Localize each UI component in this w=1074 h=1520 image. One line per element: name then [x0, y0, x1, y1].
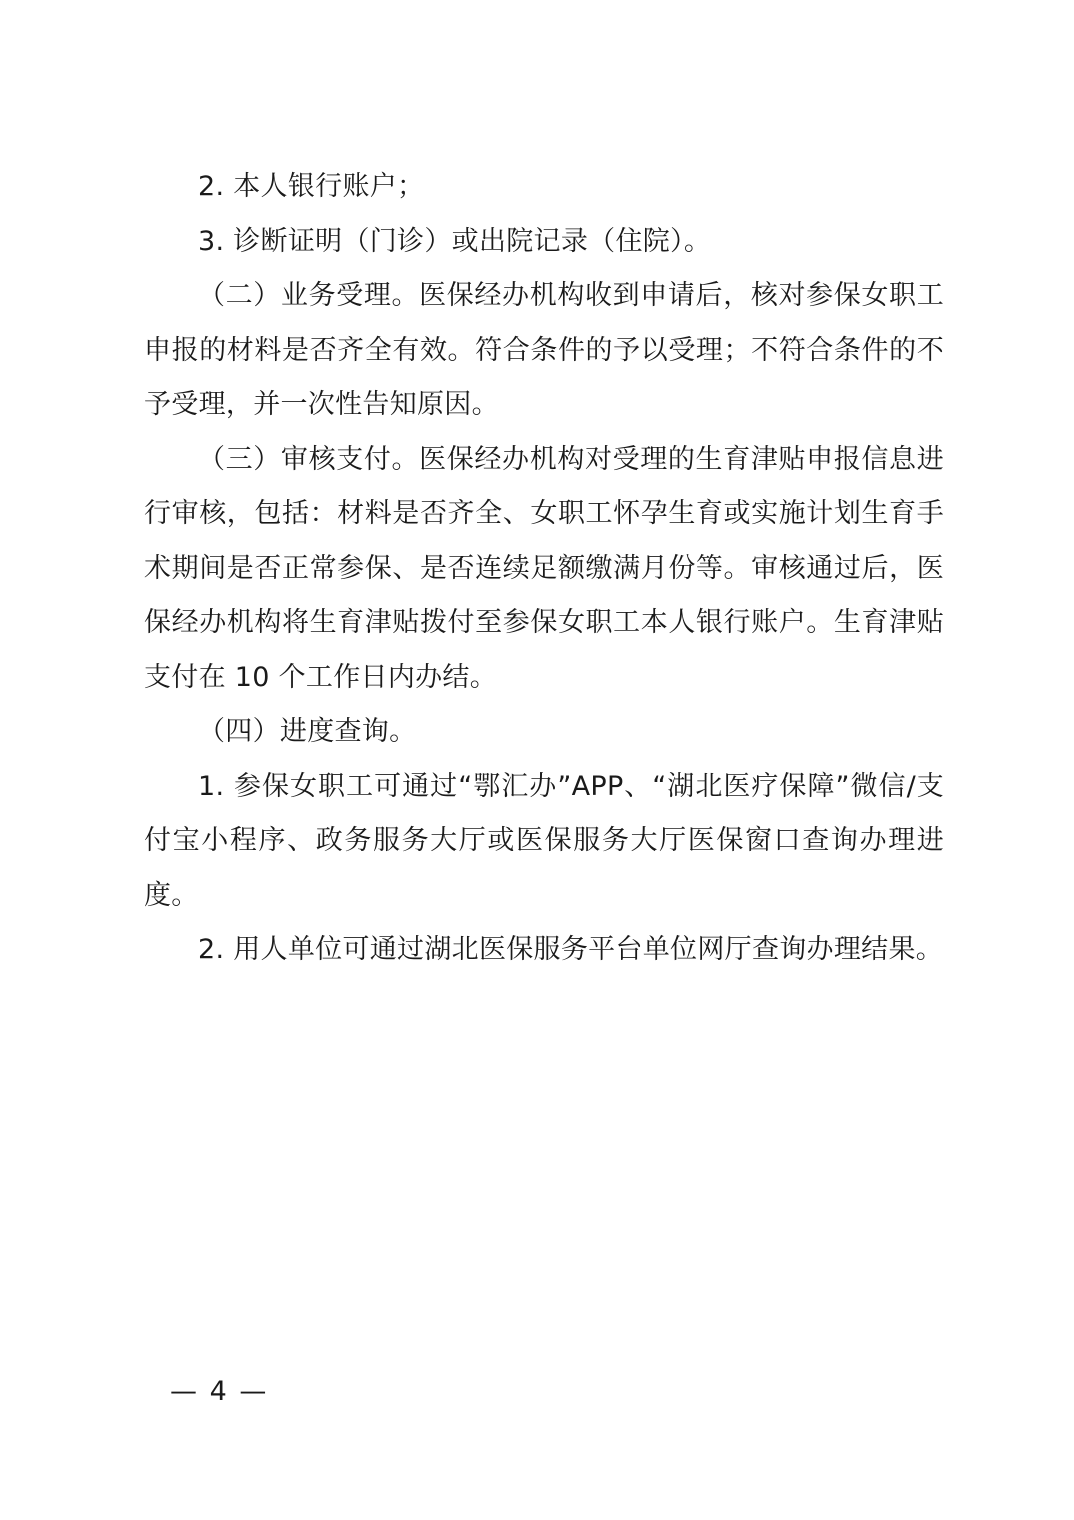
paragraph-employer-query: 2. 用人单位可通过湖北医保服务平台单位网厅查询办理结果。	[198, 934, 944, 965]
paragraph-diagnosis-proof: 3. 诊断证明（门诊）或出院记录（住院）。	[198, 225, 712, 257]
paragraph-review-payment: （三）审核支付。医保经办机构对受理的生育津贴申报信息进行审核，包括：材料是否齐全、女职工怀孕生育或实施计划生育手术期间是否正常参保、是否连续足额缴满月份等。审核通过后，医保经办机构将生育津贴拨付至参保女职工本人银行账户。生育津贴支付在 10 个工作日内办结。	[144, 443, 944, 693]
paragraph-progress-query-heading: （四）进度查询。	[198, 716, 417, 747]
page-number: — 4 —	[170, 1376, 269, 1407]
paragraph-business-acceptance: （二）业务受理。医保经办机构收到申请后，核对参保女职工申报的材料是否齐全有效。符合条件的予以受理；不符合条件的不予受理，并一次性告知原因。	[144, 280, 944, 420]
document-body	[144, 160, 944, 978]
paragraph-bank-account: 2. 本人银行账户；	[198, 171, 425, 202]
paragraph-employee-query: 1. 参保女职工可通过“鄂汇办”APP、“湖北医疗保障”微信/支付宝小程序、政务服务大厅或医保服务大厅医保窗口查询办理进度。	[144, 770, 944, 911]
